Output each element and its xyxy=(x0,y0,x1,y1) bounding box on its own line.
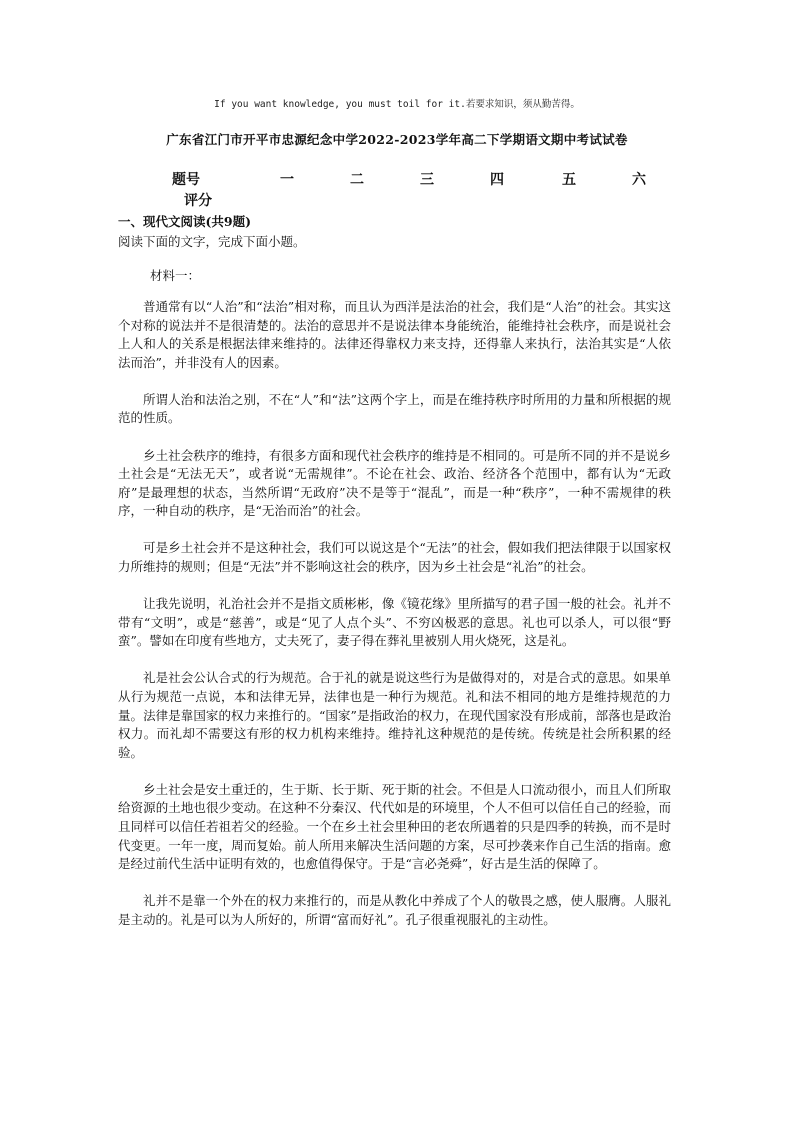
paragraph: 乡土社会是安土重迁的，生于斯、长于斯、死于斯的社会。不但是人口流动很小，而且人们所取给资源的土地也很少变动。在这种不分秦汉、代代如是的环境里，个人不但可以信任自己的经验，而且同样可以信任若祖若父的经验。一个在乡土社会里种田的老农所遇着的只是四季的转换，而不是时代变更。一年一度，周而复始。前人所用来解决生活问题的方案，尽可抄袭来作自己生活的指南。愈是经过前代生活中证明有效的，也愈值得保守。于是“言必尧舜”，好古是生活的保障了。 xyxy=(118,781,671,872)
column-5: 五 xyxy=(562,172,576,188)
section-heading: 一、现代文阅读(共9题) xyxy=(118,214,252,229)
paragraph: 乡土社会秩序的维持，有很多方面和现代社会秩序的维持是不相同的。可是所不同的并不是说乡土社会是“无法无天”，或者说“无需规律”。不论在社会、政治、经济各个范围中，都有认为“无政府”是最理想的状态，当然所谓“无政府”决不是等于“混乱”，而是一种“秩序”，一种不需规律的秩序，一种自动的秩序，是“无治而治”的社会。 xyxy=(118,447,671,519)
instruction-text: 阅读下面的文字，完成下面小题。 xyxy=(118,234,306,249)
paragraph: 可是乡土社会并不是这种社会，我们可以说这是个“无法”的社会，假如我们把法律限于以国家权力所维持的规则；但是“无法”并不影响这社会的秩序，因为乡土社会是“礼治”的社会。 xyxy=(118,540,671,575)
column-4: 四 xyxy=(490,172,504,188)
page-title: 广东省江门市开平市忠源纪念中学2022-2023学年高二下学期语文期中考试试卷 xyxy=(166,132,628,147)
paragraph: 礼并不是靠一个外在的权力来推行的，而是从教化中养成了个人的敬畏之感，使人服膺。人服礼是主动的。礼是可以为人所好的，所谓“富而好礼”。孔子很重视服礼的主动性。 xyxy=(118,893,671,927)
paragraph: 所谓人治和法治之别，不在“人”和“法”这两个字上，而是在维持秩序时所用的力量和所根据的规范的性质。 xyxy=(118,391,671,426)
column-1: 一 xyxy=(280,172,294,188)
column-2: 二 xyxy=(350,172,364,188)
paragraph: 普通常有以“人治”和“法治”相对称，而且认为西洋是法治的社会，我们是“人治”的社会。其实这个对称的说法并不是很清楚的。法治的意思并不是说法律本身能统治，能维持社会秩序，而是说社会上人和人的关系是根据法律来维持的。法律还得靠权力来支持，还得靠人来执行，法治其实是“人依法而治”，并非没有人的因素。 xyxy=(118,299,671,370)
question-number-label: 题号 xyxy=(172,172,200,188)
paragraph: 让我先说明，礼治社会并不是指文质彬彬，像《镜花缘》里所描写的君子国一般的社会。礼并不带有“文明”，或是“慈善”，或是“见了人点个头”、不穷凶极恶的意思。礼也可以杀人，可以很“野蛮”。譬如在印度有些地方，丈夫死了，妻子得在葬礼里被别人用火烧死，这是礼。 xyxy=(118,596,671,649)
column-3: 三 xyxy=(420,172,434,188)
material-label: 材料一： xyxy=(150,268,201,283)
motto: If you want knowledge, you must toil for it.若要求知识，须从勤苦得。 xyxy=(214,99,580,110)
paragraph: 礼是社会公认合式的行为规范。合于礼的就是说这些行为是做得对的，对是合式的意思。如果单从行为规范一点说，本和法律无异，法律也是一种行为规范。礼和法不相同的地方是维持规范的力量。法律是靠国家的权力来推行的。“国家”是指政治的权力，在现代国家没有形成前，部落也是政治权力。而礼却不需要这有形的权力机构来维持。维持礼这种规范的是传统。传统是社会所积累的经验。 xyxy=(118,670,671,760)
reading-passage xyxy=(118,298,671,948)
score-label: 评分 xyxy=(184,193,212,209)
column-6: 六 xyxy=(632,172,646,188)
